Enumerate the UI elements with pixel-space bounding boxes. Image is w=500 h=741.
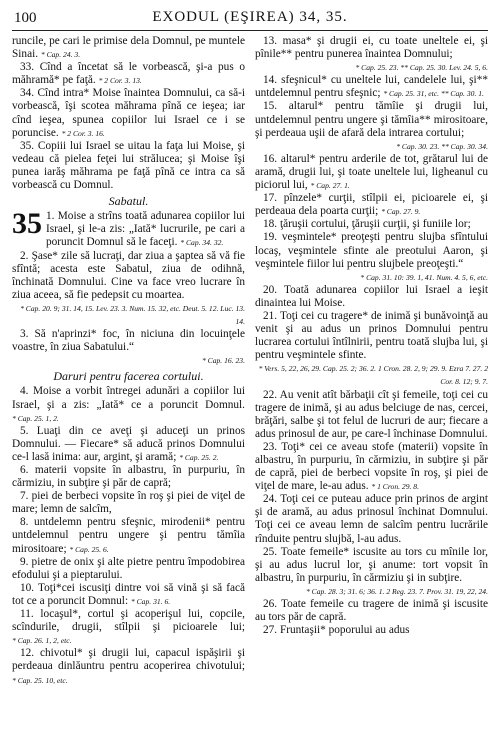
verse-4: 4. Moise a vorbit întregei adunări a copiilor lui Israel, şi a zis: „Iată* ce a poruncit Domnul. * Cap. 25. 1, 2. [12, 385, 245, 423]
verse-7: 7. piei de berbeci vopsite în roş şi piei de viţel de mare; lemn de salcîm, [12, 490, 245, 516]
verse-20: 20. Toată adunarea copiilor lui Israel a ieşit dinaintea lui Moise. [255, 283, 488, 309]
cross-reference: * Cap. 25. 31, etc. ** Cap. 30. 1. [383, 89, 484, 99]
cross-reference: * Cap. 25. 1, 2. [12, 413, 59, 423]
cross-reference: * Cap. 30. 23. ** Cap. 30. 34. [396, 141, 488, 151]
verse-6: 6. materii vopsite în albastru, în purpuriu, în cărmiziu, in subţire şi păr de capră; [12, 464, 245, 490]
verse-18: 18. ţăruşii cortului, ţăruşii curţii, şi funiile lor; [263, 218, 471, 231]
cross-reference: * Cap. 25. 23. ** Cap. 25. 30. Lev. 24. 5, 6. [355, 63, 488, 73]
verse-23: 23. Toţi* cei ce aveau stofe (materii) vopsite în albastru, în purpuriu, în cărmiziu, in subţire şi păr de capră, piei de berbeci vopsite în roş, şi piei de viţel de mare, le-au adus. * 1 Cron. 29. 8. [255, 440, 488, 493]
verse-9: 9. pietre de onix şi alte pietre pentru împodobirea efodului şi a pieptarului. [12, 555, 245, 581]
right-column [255, 35, 488, 741]
cross-reference: * 2 Cor. 3. 13. [98, 76, 142, 86]
verse-16: 16. altarul* pentru arderile de tot, grătarul lui de aramă, drugii lui, şi toate uneltele lui, ligheanul cu piciorul lui, * Cap. 27. 1. [255, 152, 488, 192]
cross-reference: * Cap. 26. 1, 2, etc. [12, 636, 72, 646]
verse-12: 12. chivotul* şi drugii lui, capacul ispăşirii şi perdeaua dinlăuntru pentru acoperirea chivotului; * Cap. 25. 10, etc. [12, 647, 245, 685]
cross-reference: * Vers. 5, 22, 26, 29. Cap. 25. 2; 36. 2. 1 Cron. 28. 2, 9; 29. 9. Ezra 7. 27. 2 Cor. 8. 12; 9. 7. [258, 364, 488, 387]
verse-10: 10. Toţi*cei iscusiţi dintre voi să vină şi să facă tot ce a poruncit Domnul: * Cap. 31. 6. [12, 581, 245, 607]
verse-17: 17. pînzele* curţii, stîlpii ei, picioarele ei, şi perdeaua dela poarta curţii; * Cap. 27. 9. [255, 192, 488, 218]
page-header [12, 8, 488, 31]
verse-24: 24. Toţi cei ce puteau aduce prin prinos de argint şi de aramă, au adus prinosul închinat Domnului. Toţi cei ce aveau lemn de salcîm pentru lucrările rînduite pentru slujbă, l-au adus. [255, 493, 488, 545]
verse-26: 26. Toate femeile cu tragere de inimă şi iscusite au tors păr de capră. [255, 598, 488, 624]
cross-reference: * Cap. 20. 9; 31. 14, 15. Lev. 23. 3. Num. 15. 32, etc. Deut. 5. 12. Luc. 13. 14. [20, 303, 245, 326]
cross-reference: * Cap. 27. 9. [381, 207, 421, 217]
chapter-number: 35 [12, 207, 42, 241]
cross-reference: * 2 Cor. 3. 16. [61, 128, 105, 138]
verse-25: 25. Toate femeile* iscusite au tors cu mînile lor, şi au adus lucrul lor, şi anume: tort vopsit în albastru, în purpuriu, în cărmiziu şi in subţire. [255, 545, 488, 584]
cross-reference: * Cap. 25. 10, etc. [12, 675, 68, 685]
verse-8: 8. untdelemn pentru sfeşnic, mirodenii* pentru untdelemnul pentru ungere şi pentru tămîia mirositoare; * Cap. 25. 6. [12, 516, 245, 555]
cross-reference: * Cap. 25. 6. [69, 544, 109, 554]
verse-21: 21. Toţi cei cu tragere* de inimă şi bunăvoinţă au venit şi au adus un prinos Domnului pentru lucrarea cortului întîlnirii, pentru toată slujba lui, şi pentru veşmintele sfinte. [255, 309, 488, 362]
cross-reference: * Cap. 31. 10: 39. 1, 41. Num. 4. 5, 6, etc. [360, 272, 488, 282]
cross-reference: * Cap. 34. 32. [180, 238, 224, 248]
chapter-35-verse-1: 35 1. Moise a strîns toată adunarea copiilor lui Israel, şi le-a zis: „Iată* lucrurile, pe cari a poruncit Domnul să le faceţi. * Cap. 34. 32. [12, 207, 245, 249]
page-number: 100 [14, 10, 37, 26]
verse-11: 11. locaşul*, cortul şi acoperişul lui, copcile, scîndurile, drugii, stîlpii şi picioarele lui; * Cap. 26. 1, 2, etc. [12, 608, 245, 646]
verse-34: 34. Cînd intra* Moise înaintea Domnului, ca să-i vorbească, îşi scotea măhrama pînă ce ieşea; iar cînd ieşea, spunea copiilor lui Israel ce i se poruncise. * 2 Cor. 3. 16. [12, 87, 245, 139]
cross-reference: * Cap. 25. 2. [179, 452, 219, 462]
verse-27: 27. Fruntaşii* poporului au adus [263, 624, 410, 637]
verse-22: 22. Au venit atît bărbaţii cît şi femeile, toţi cei cu tragere de inimă, şi au adus belciuge de nas, cercei, brăţări, salbe şi tot felul de lucruri de aur; fiecare a adus prinosul de aur, pe care-l închinase Domnului. [255, 388, 488, 440]
running-title: EXODUL (EŞIREA) 34, 35. [152, 9, 348, 25]
verse-2: 2. Şase* zile să lucraţi, dar ziua a şaptea să vă fie sfîntă; acesta este Sabatul, ziua de odihnă, închinată Domnului. Cine va face vreo lucrare în ziua aceea, să fie pedepsit cu moartea. [12, 249, 245, 301]
cross-reference: * Cap. 31. 6. [130, 596, 171, 606]
cross-reference: * Cap. 28. 3; 31. 6; 36. 1. 2 Reg. 23. 7. Prov. 31. 19, 22, 24. [305, 586, 488, 596]
section-heading-gifts: Daruri pentru facerea cortului. [53, 369, 204, 384]
cross-reference: * 1 Cron. 29. 8. [371, 482, 419, 492]
verse-33: 33. Cînd a încetat să le vorbească, şi-a pus o măhramă* pe faţă. * 2 Cor. 3. 13. [12, 61, 245, 87]
verse-35: 35. Copiii lui Israel se uitau la faţa lui Moise, şi vedeau că pielea feţei lui strălucea; şi Moise îşi punea iarăş măhrama pe faţă pînă ce intra ca să vorbească cu Domnul. [12, 139, 245, 192]
cross-reference: * Cap. 24. 3. [40, 50, 81, 60]
cross-reference: * Cap. 27. 1. [310, 181, 350, 191]
verse-14: 14. sfeşnicul* cu uneltele lui, candelele lui, şi** untdelemnul pentru sfeşnic; * Cap. 25. 31, etc. ** Cap. 30. 1. [255, 74, 488, 100]
cross-reference: * Cap. 16. 23. [201, 356, 245, 366]
verse-13: 13. masa* şi drugii ei, cu toate uneltele ei, şi pînile** pentru punerea înaintea Domnului; [255, 35, 488, 61]
verse-3: 3. Să n'aprinzi* foc, în niciuna din locuinţele voastre, în ziua Sabatului.“ [12, 328, 245, 354]
verse-19: 19. veşmintele* preoţeşti pentru slujba sfîntului locaş, veşmintele sfinte ale preotului Aaron, şi veşmintele fiilor lui pentru slujbele preoţeşti.“ [255, 231, 488, 270]
verse-32-end: runcile, pe cari le primise dela Domnul, pe muntele Sinai. * Cap. 24. 3. [12, 35, 245, 61]
left-column [12, 35, 245, 741]
section-heading-sabbath: Sabatul. [108, 194, 149, 209]
verse-5: 5. Luaţi din ce aveţi şi aduceţi un prinos Domnului. — Fiecare* să aducă prinos Domnului ce-l lasă inima: aur, argint, şi aramă; * Cap. 25. 2. [12, 424, 245, 463]
verse-15: 15. altarul* pentru tămîie şi drugii lui, untdelemnul pentru ungere şi tămîia** mirositoare, şi perdeaua uşii de afară dela intrarea cortului; [255, 100, 488, 139]
text-columns [12, 35, 488, 741]
